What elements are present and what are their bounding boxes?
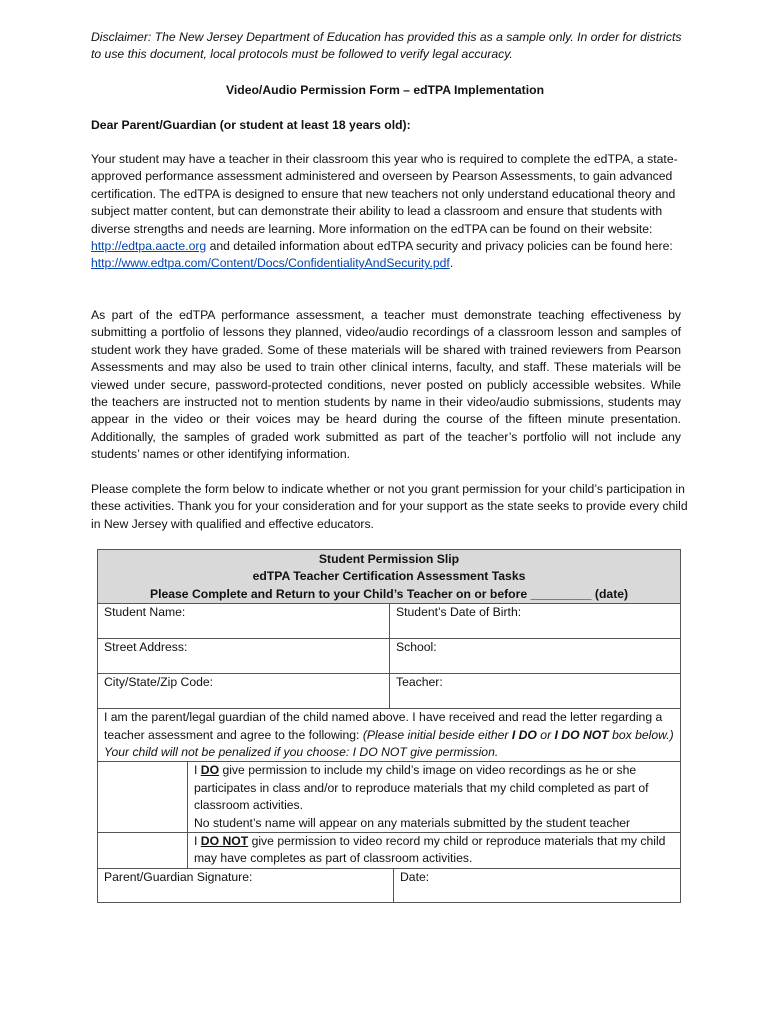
signature-label: Parent/Guardian Signature: (104, 870, 253, 885)
i-do-not-prefix: I (194, 834, 201, 849)
intro-text-b: and detailed information about edTPA security and privacy policies can be found here: (206, 239, 673, 254)
city-state-zip-field[interactable] (98, 674, 390, 709)
statement-note-a: (Please initial beside either (362, 727, 512, 742)
intro-text-a: Your student may have a teacher in their classroom this year who is required to complete the edTPA, a state-approved performance assessment administered and overseen by Pearson Assessments, to gain advanced certification. The edTPA is designed to ensure that new teachers not only understand educational theory and subject matter content, but can demonstrate their ability to lead a classroom and ensure that students with diverse strengths and needs are learning. More information on the edTPA can be found on their website: (91, 152, 678, 236)
slip-header (98, 550, 681, 604)
statement-note-b: box below.) Your child will not be penalized if you choose: I DO NOT give permission. (104, 727, 674, 760)
i-do-option (188, 762, 681, 833)
teacher-label: Teacher: (396, 675, 443, 690)
date-label: Date: (400, 870, 430, 885)
date-field[interactable] (394, 869, 681, 903)
teacher-field[interactable] (390, 674, 681, 709)
i-do-not-initial-box[interactable] (98, 833, 188, 869)
guardian-signature-field[interactable] (98, 869, 394, 903)
instructions-paragraph: Please complete the form below to indicate whether or not you grant permission for your child’s participation in these activities. Thank you for your consideration and for your support as the state seeks to provide every child in New Jersey with qualified and effective educators. (91, 482, 688, 531)
city-state-zip-label: City/State/Zip Code: (104, 675, 214, 690)
salutation: Dear Parent/Guardian (or student at least 18 years old): (91, 118, 411, 132)
slip-subtitle: edTPA Teacher Certification Assessment Tasks (252, 569, 526, 584)
slip-title: Student Permission Slip (318, 552, 460, 566)
dob-label: Student’s Date of Birth: (396, 605, 522, 620)
statement-note-or: or (536, 727, 555, 742)
statement-i-do-not: I DO NOT (554, 727, 609, 742)
i-do-prefix: I (194, 763, 201, 778)
street-address-field[interactable] (98, 639, 390, 674)
dob-field[interactable] (390, 604, 681, 639)
form-title: Video/Audio Permission Form – edTPA Implementation (225, 83, 545, 97)
student-name-label: Student Name: (104, 605, 186, 620)
slip-instruction: Please Complete and Return to your Child’s Teacher on or before _________ (date) (149, 586, 629, 601)
statement-i-do: I DO (511, 727, 537, 742)
i-do-note: No student’s name will appear on any materials submitted by the student teacher (194, 815, 631, 830)
edtpa-website-link[interactable]: http://edtpa.aacte.org (91, 239, 207, 254)
street-address-label: Street Address: (104, 640, 188, 655)
i-do-initial-box[interactable] (98, 762, 188, 833)
i-do-text: give permission to include my child’s image on video recordings as he or she participates in class and/or to reproduce materials that my child completed as part of classroom activities. (194, 763, 649, 813)
i-do-keyword: DO (200, 763, 220, 778)
i-do-not-text: give permission to video record my child or reproduce materials that my child may have completes as part of classroom activities. (194, 834, 666, 866)
permission-slip-table (97, 549, 681, 903)
i-do-not-option (188, 833, 681, 869)
intro-text-c: . (449, 256, 454, 271)
intro-paragraph (91, 151, 691, 273)
school-field[interactable] (390, 639, 681, 674)
assessment-paragraph: As part of the edTPA performance assessment, a teacher must demonstrate teaching effectiveness by submitting a portfolio of lessons they planned, video/audio recordings of a classroom lesson and samples of student work they have graded. Some of these materials will be shared with trained reviewers from Pearson Assessments and may also be used to train other clinical interns, faculty, and staff. These materials will be viewed under secure, password-protected conditions, never posted on publicly accessible websites. While the teachers are instructed not to mention students by name in their video/audio submissions, students may appear in the video or their voices may be heard during the course of the fifteen minute presentation. Additionally, the samples of graded work submitted as part of the teacher’s portfolio will not include any students’ names or other identifying information. (91, 308, 681, 462)
statement-text: I am the parent/legal guardian of the child named above. I have received and read the letter regarding a teacher assessment and agree to the following: (104, 710, 663, 742)
student-name-field[interactable] (98, 604, 390, 639)
security-policy-link[interactable]: http://www.edtpa.com/Content/Docs/ConfidentialityAndSecurity.pdf (91, 256, 450, 271)
guardian-statement (98, 709, 681, 762)
i-do-not-keyword: DO NOT (200, 834, 249, 849)
disclaimer: Disclaimer: The New Jersey Department of Education has provided this as a sample only. In order for districts to use this document, local protocols must be followed to verify legal accuracy. (91, 30, 682, 62)
school-label: School: (396, 640, 437, 655)
